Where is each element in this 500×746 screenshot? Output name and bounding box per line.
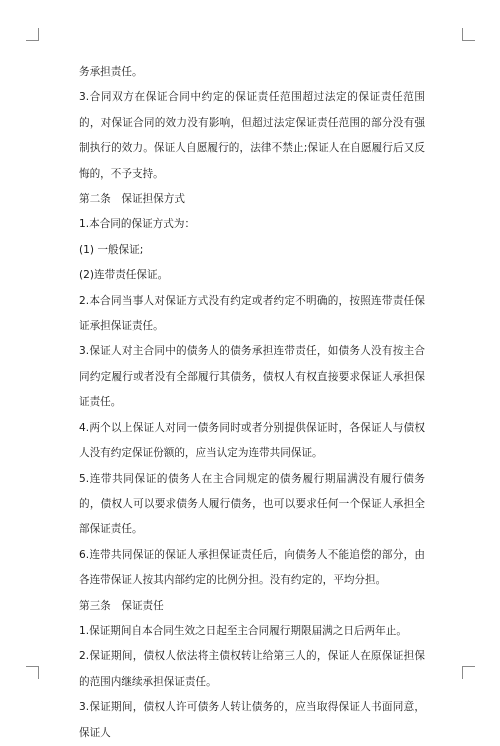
paragraph-guarantee-period: 1.保证期间自本合同生效之日起至主合同履行期限届满之日后两年止。 [79,624,407,637]
paragraph-multiple-guarantors: 4.两个以上保证人对同一债务同时或者分别提供保证时，各保证人与债权人没有约定保证份额的，应当认定为连带共同保证。 [79,421,425,460]
paragraph-debt-transfer: 3.保证期间，债权人许可债务人转让债务的，应当取得保证人书面同意，保证人 [79,701,425,739]
paragraph-unclear-method: 2.本合同当事人对保证方式没有约定或者约定不明确的，按照连带责任保证承担保证责任。 [79,294,425,333]
document-body [79,60,425,746]
crop-mark-bottom-right [462,666,475,679]
paragraph-joint-common-guarantee: 5.连带共同保证的债务人在主合同规定的债务履行期届满没有履行债务的，债权人可以要求债务人履行债务，也可以要求任何一个保证人承担全部保证责任。 [79,472,425,536]
section-heading-article-3: 第三条 保证责任 [79,599,164,612]
list-item-general-guarantee: (1) 一般保证; [79,243,144,256]
section-heading-article-2: 第二条 保证担保方式 [79,193,185,206]
crop-mark-top-left [26,28,39,41]
paragraph-clause-3-scope: 3.合同双方在保证合同中约定的保证责任范围超过法定的保证责任范围的，对保证合同的效力没有影响，但超过法定保证责任范围的部分没有强制执行的效力。保证人自愿履行的，法律不禁止;保证人在自愿履行后又反悔的，不予支持。 [79,91,425,180]
crop-mark-bottom-left [26,666,39,679]
crop-mark-top-right [462,28,475,41]
paragraph-joint-liability: 3.保证人对主合同中的债务人的债务承担连带责任，如债务人没有按主合同约定履行或者没有全部履行其债务，债权人有权直接要求保证人承担保证责任。 [79,345,425,409]
paragraph-apportionment: 6.连带共同保证的保证人承担保证责任后，向债务人不能追偿的部分，由各连带保证人按其内部约定的比例分担。没有约定的，平均分担。 [79,548,425,587]
list-item-joint-liability: (2)连带责任保证。 [79,269,169,282]
paragraph-claim-transfer: 2.保证期间，债权人依法将主债权转让给第三人的，保证人在原保证担保的范围内继续承担保证责任。 [79,650,425,688]
paragraph-guarantee-method: 1.本合同的保证方式为： [79,218,196,231]
paragraph-continuation: 务承担责任。 [79,66,143,78]
